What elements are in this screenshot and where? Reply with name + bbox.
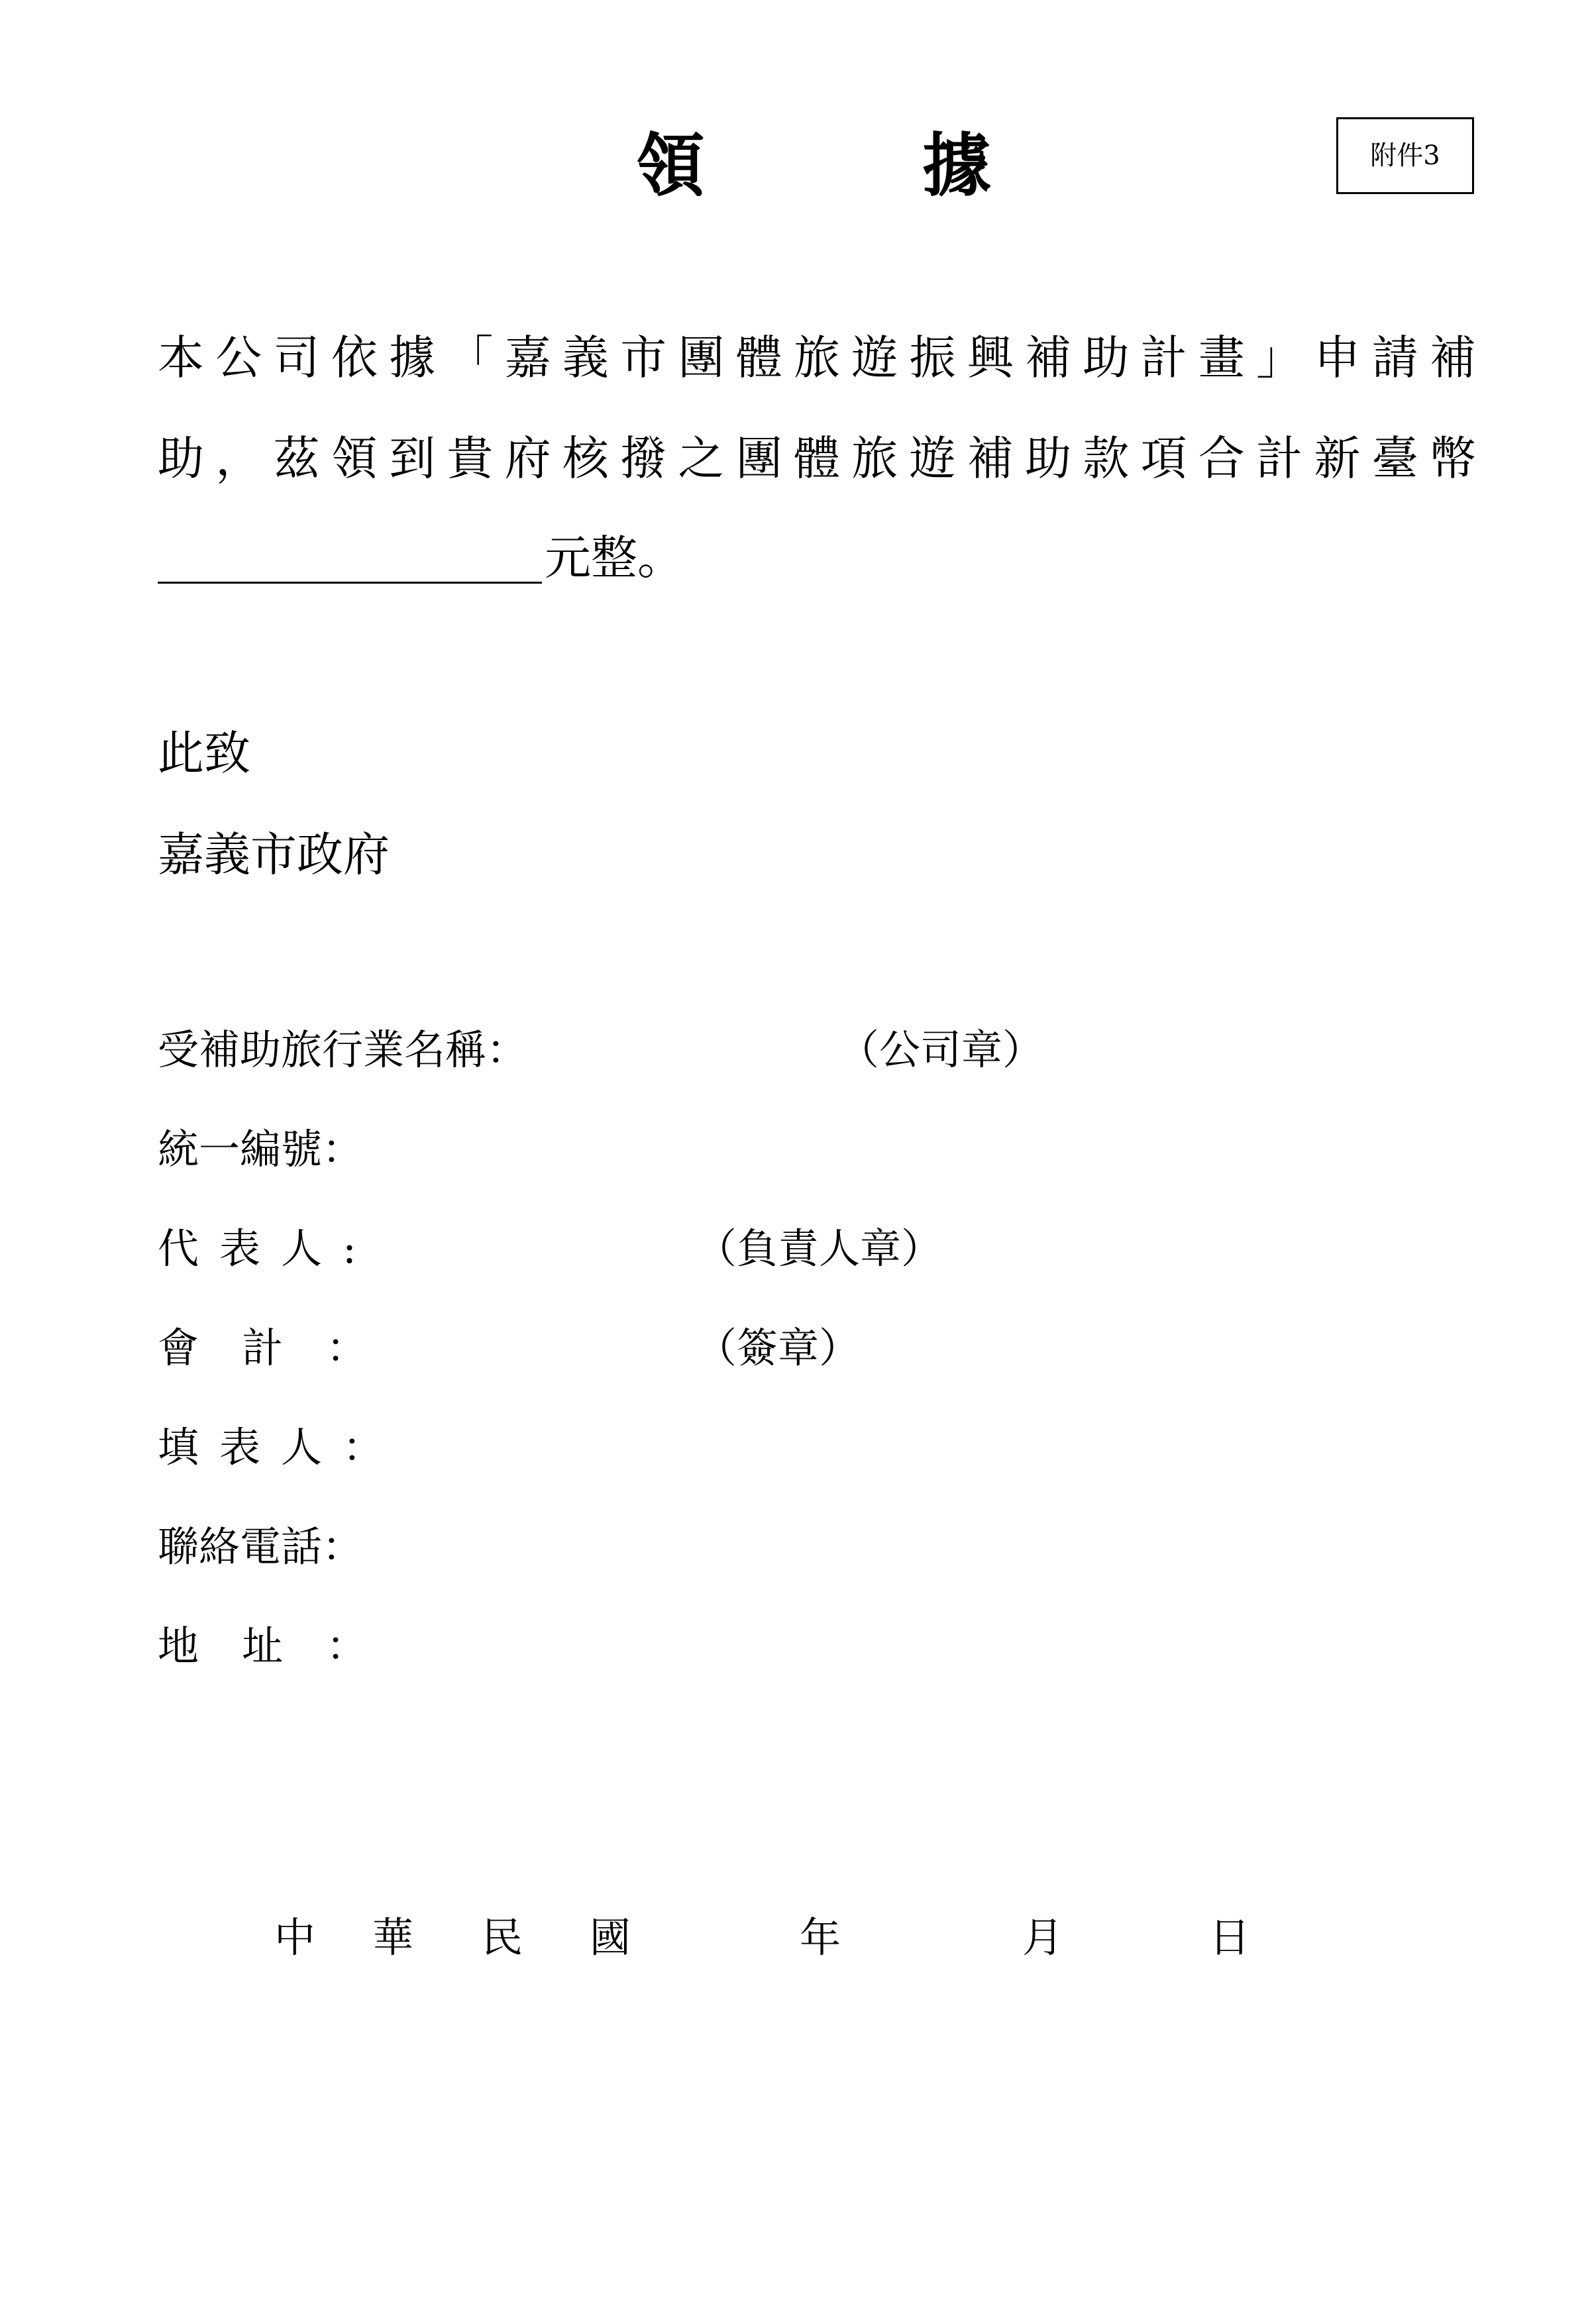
body-text-line-1: 本公司依據「嘉義市團體旅遊振興補助計畫」申請補 <box>158 331 1476 385</box>
amount-blank-line[interactable] <box>158 582 542 584</box>
agency-name-label: 受補助旅行業名稱： <box>158 1026 528 1074</box>
date-era-char-1: 中 <box>274 1913 316 1962</box>
representative-seal-note: （負責人章） <box>696 1224 943 1273</box>
date-era-char-4: 國 <box>590 1913 631 1962</box>
document-title-char-2: 據 <box>922 125 992 206</box>
form-filler-label: 填表人： <box>158 1423 405 1471</box>
company-seal-note: （公司章） <box>838 1026 1044 1074</box>
recipient: 嘉義市政府 <box>158 827 390 882</box>
address-label: 地址： <box>158 1622 411 1670</box>
phone-label: 聯絡電話： <box>158 1522 364 1571</box>
body-text-line-2: 助，茲領到貴府核撥之團體旅遊補助款項合計新臺幣 <box>158 431 1476 486</box>
document-title-char-1: 領 <box>636 125 706 206</box>
accountant-label: 會計： <box>158 1324 411 1372</box>
tax-id-label: 統一編號： <box>158 1125 364 1173</box>
attachment-label-box: 附件3 <box>1336 117 1474 194</box>
accountant-signature-note: （簽章） <box>696 1324 861 1372</box>
date-month-label: 月 <box>1022 1913 1064 1962</box>
date-era-char-2: 華 <box>372 1913 414 1962</box>
date-year-label: 年 <box>800 1913 841 1962</box>
date-era-char-3: 民 <box>482 1913 523 1962</box>
greeting: 此致 <box>158 726 250 780</box>
representative-label: 代表人: <box>158 1224 377 1273</box>
amount-suffix: 元整。 <box>545 531 684 585</box>
date-day-label: 日 <box>1209 1913 1251 1962</box>
